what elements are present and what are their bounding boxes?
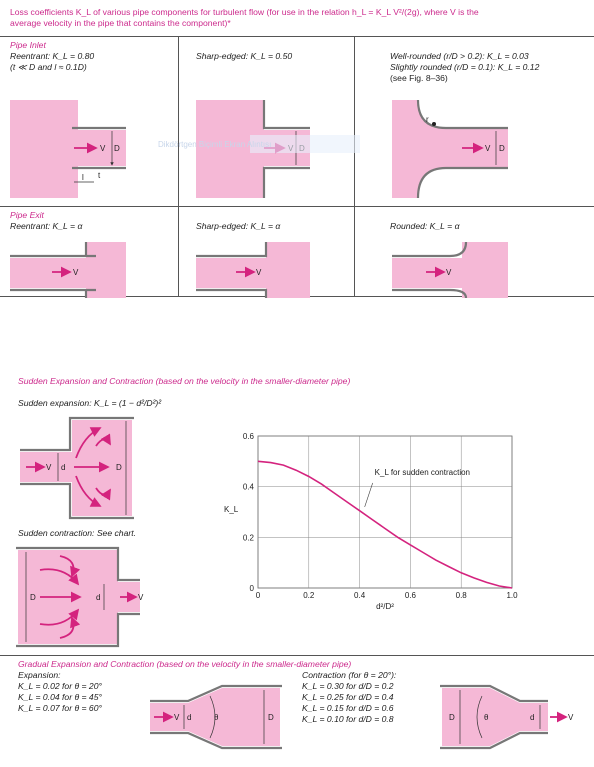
velocity-label: V (100, 144, 106, 153)
chart-series-line (258, 461, 512, 588)
chart-y-tick-label: 0 (249, 584, 254, 593)
chart-x-tick-label: 0.6 (404, 591, 416, 600)
small-diameter-label: d (530, 713, 535, 722)
watermark-text: Dikdörtgen Biçimli Ekran Alıntısı (158, 140, 272, 149)
large-diameter-label: D (268, 713, 274, 722)
gradual-contraction-row: K_L = 0.30 for d/D = 0.2 (302, 681, 394, 691)
velocity-label: V (446, 268, 452, 277)
gradual-expansion-title: Expansion: (18, 670, 61, 680)
thickness-label: t (98, 171, 101, 180)
small-diameter-label: d (61, 463, 66, 472)
large-diameter-label: D (30, 593, 36, 602)
radius-label: r (426, 115, 429, 124)
small-diameter-label: d (96, 593, 101, 602)
inlet-title: Pipe Inlet (10, 40, 46, 50)
gradual-title: Gradual Expansion and Contraction (based on the velocity in the smaller-diameter pipe) (18, 659, 352, 669)
gradual-contraction-row: K_L = 0.25 for d/D = 0.4 (302, 692, 394, 702)
chart-x-tick-label: 0.4 (354, 591, 366, 600)
diameter-label: D (499, 144, 505, 153)
diameter-label: D (114, 144, 120, 153)
velocity-label: V (46, 463, 52, 472)
chart-y-tick-label: 0.4 (242, 482, 254, 492)
large-diameter-label: D (116, 463, 122, 472)
inlet-reentrant-condition: (t ≪ D and l ≈ 0.1D) (10, 62, 87, 72)
exit-rounded-k: Rounded: K_L = α (390, 221, 460, 231)
gradual-expansion-row: K_L = 0.04 for θ = 45° (18, 692, 102, 702)
angle-label: θ (214, 713, 219, 722)
inlet-well-rounded-k: Well-rounded (r/D > 0.2): K_L = 0.03 (390, 51, 529, 61)
gradual-expansion-row: K_L = 0.02 for θ = 20° (18, 681, 102, 691)
large-diameter-label: D (449, 713, 455, 722)
exit-title: Pipe Exit (10, 210, 44, 220)
sudden-contraction-note: Sudden contraction: See chart. (18, 528, 137, 538)
inlet-sharp-k: Sharp-edged: K_L = 0.50 (196, 51, 293, 61)
gradual-contraction-title: Contraction (for θ = 20°): (302, 670, 397, 680)
sudden-expansion-formula: Sudden expansion: K_L = (1 − d²/D²)² (18, 398, 162, 408)
inlet-see-figure: (see Fig. 8–36) (390, 73, 448, 83)
chart-y-axis-label: K_L (224, 505, 239, 514)
exit-reentrant-k: Reentrant: K_L = α (10, 221, 83, 231)
gradual-contraction-row: K_L = 0.10 for d/D = 0.8 (302, 714, 394, 724)
velocity-label: V (174, 713, 180, 722)
inlet-reentrant-k: Reentrant: K_L = 0.80 (10, 51, 95, 61)
chart-y-tick-label: 0.2 (242, 533, 254, 543)
velocity-label: V (73, 268, 79, 277)
velocity-label: V (256, 268, 262, 277)
sudden-title: Sudden Expansion and Contraction (based on the velocity in the smaller-diameter pipe) (18, 376, 351, 386)
chart-x-tick-label: 0.8 (455, 591, 467, 600)
chart-x-tick-label: 0 (255, 591, 261, 600)
inlet-slightly-rounded-k: Slightly rounded (r/D = 0.1): K_L = 0.12 (390, 62, 540, 72)
chart-y-tick-label: 0.6 (242, 432, 254, 441)
gradual-expansion-row: K_L = 0.07 for θ = 60° (18, 703, 102, 713)
small-diameter-label: d (187, 713, 192, 722)
header-line-1: Loss coefficients K_L of various pipe components for turbulent flow (for use in the relation h_L = K_L V²/(2g), where V is the (10, 7, 479, 17)
length-label: l (82, 173, 84, 182)
velocity-label: V (485, 144, 491, 153)
angle-label: θ (484, 713, 489, 722)
chart-x-tick-label: 0.2 (303, 591, 315, 600)
velocity-label: V (138, 593, 144, 602)
velocity-label: V (568, 713, 574, 722)
header-line-2: average velocity in the pipe that contains the component)* (10, 18, 231, 28)
chart-plot-area (258, 436, 512, 588)
chart-x-axis-label: d²/D² (376, 602, 394, 611)
chart-annotation: K_L for sudden contraction (374, 467, 471, 477)
exit-sharp-k: Sharp-edged: K_L = α (196, 221, 281, 231)
gradual-contraction-row: K_L = 0.15 for d/D = 0.6 (302, 703, 394, 713)
chart-x-tick-label: 1.0 (506, 591, 518, 600)
